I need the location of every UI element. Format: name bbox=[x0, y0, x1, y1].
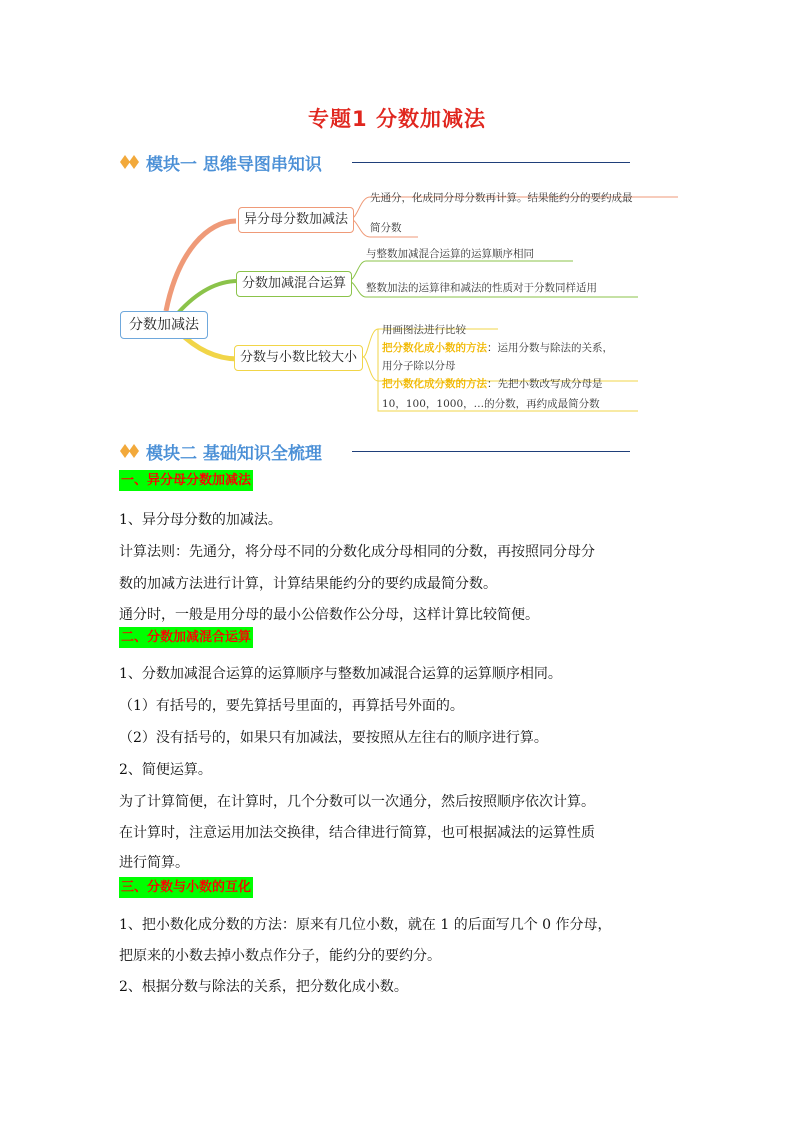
paragraph: 2、简便运算。 bbox=[119, 762, 212, 778]
paragraph: 1、异分母分数的加减法。 bbox=[119, 512, 282, 528]
module-one-title: 模块一 思维导图串知识 bbox=[146, 155, 322, 175]
module-divider bbox=[352, 451, 630, 452]
paragraph: 数的加减方法进行计算，计算结果能约分的要约成最简分数。 bbox=[119, 576, 497, 592]
module-one-header bbox=[120, 150, 630, 174]
diamond-bullet-icon bbox=[120, 155, 142, 169]
leaf-text bbox=[382, 341, 613, 355]
paragraph: 计算法则：先通分，将分母不同的分数化成分母相同的分数，再按照同分母分 bbox=[119, 544, 595, 560]
paragraph: 进行简算。 bbox=[119, 855, 189, 871]
section-heading: 二、分数加减混合运算 bbox=[119, 627, 253, 648]
paragraph: 1、分数加减混合运算的运算顺序与整数加减混合运算的运算顺序相同。 bbox=[119, 666, 562, 682]
paragraph: 2、根据分数与除法的关系，把分数化成小数。 bbox=[119, 979, 408, 995]
paragraph: （1）有括号的，要先算括号里面的，再算括号外面的。 bbox=[119, 698, 464, 714]
paragraph: 在计算时，注意运用加法交换律，结合律进行简算，也可根据减法的运算性质 bbox=[119, 825, 595, 841]
leaf-highlight: 把小数化成分数的方法 bbox=[382, 378, 487, 390]
leaf-text: 10，100，1000，…的分数，再约成最简分数 bbox=[382, 398, 600, 410]
section-heading: 三、分数与小数的互化 bbox=[119, 877, 253, 898]
module-two-header bbox=[120, 439, 630, 463]
leaf-text: 与整数加减混合运算的运算顺序相同 bbox=[366, 248, 534, 260]
leaf-text: 先通分，化成同分母分数再计算。结果能约分的要约成最 bbox=[370, 192, 633, 204]
section-heading: 一、异分母分数加减法 bbox=[119, 470, 253, 491]
module-divider bbox=[352, 162, 630, 163]
leaf-text: 用分子除以分母 bbox=[382, 360, 456, 372]
paragraph: 把原来的小数去掉小数点作分子，能约分的要约分。 bbox=[119, 948, 441, 964]
paragraph: 通分时，一般是用分母的最小公倍数作公分母，这样计算比较简便。 bbox=[119, 607, 539, 623]
branch-mixed-operations: 分数加减混合运算 bbox=[236, 271, 352, 297]
paragraph: 为了计算简便，在计算时，几个分数可以一次通分，然后按照顺序依次计算。 bbox=[119, 794, 595, 810]
diamond-bullet-icon bbox=[120, 444, 142, 458]
paragraph: 1、把小数化成分数的方法：原来有几位小数，就在 1 的后面写几个 0 作分母， bbox=[119, 917, 612, 933]
branch-unlike-denominators: 异分母分数加减法 bbox=[238, 207, 354, 233]
mind-map-root: 分数加减法 bbox=[120, 311, 208, 339]
leaf-rest: ：运用分数与除法的关系， bbox=[487, 342, 613, 354]
leaf-text bbox=[382, 377, 603, 391]
leaf-text: 用画图法进行比较 bbox=[382, 324, 466, 336]
leaf-rest: ：先把小数改写成分母是 bbox=[487, 378, 603, 390]
module-two-title: 模块二 基础知识全梳理 bbox=[146, 444, 322, 464]
paragraph: （2）没有括号的，如果只有加减法，要按照从左往右的顺序进行算。 bbox=[119, 730, 548, 746]
branch-fraction-decimal-compare: 分数与小数比较大小 bbox=[234, 345, 363, 371]
leaf-text: 整数加法的运算律和减法的性质对于分数同样适用 bbox=[366, 282, 597, 294]
mind-map bbox=[118, 181, 678, 416]
page-title: 专题1 分数加减法 bbox=[308, 107, 486, 131]
leaf-highlight: 把分数化成小数的方法 bbox=[382, 342, 487, 354]
leaf-text: 简分数 bbox=[370, 222, 402, 234]
